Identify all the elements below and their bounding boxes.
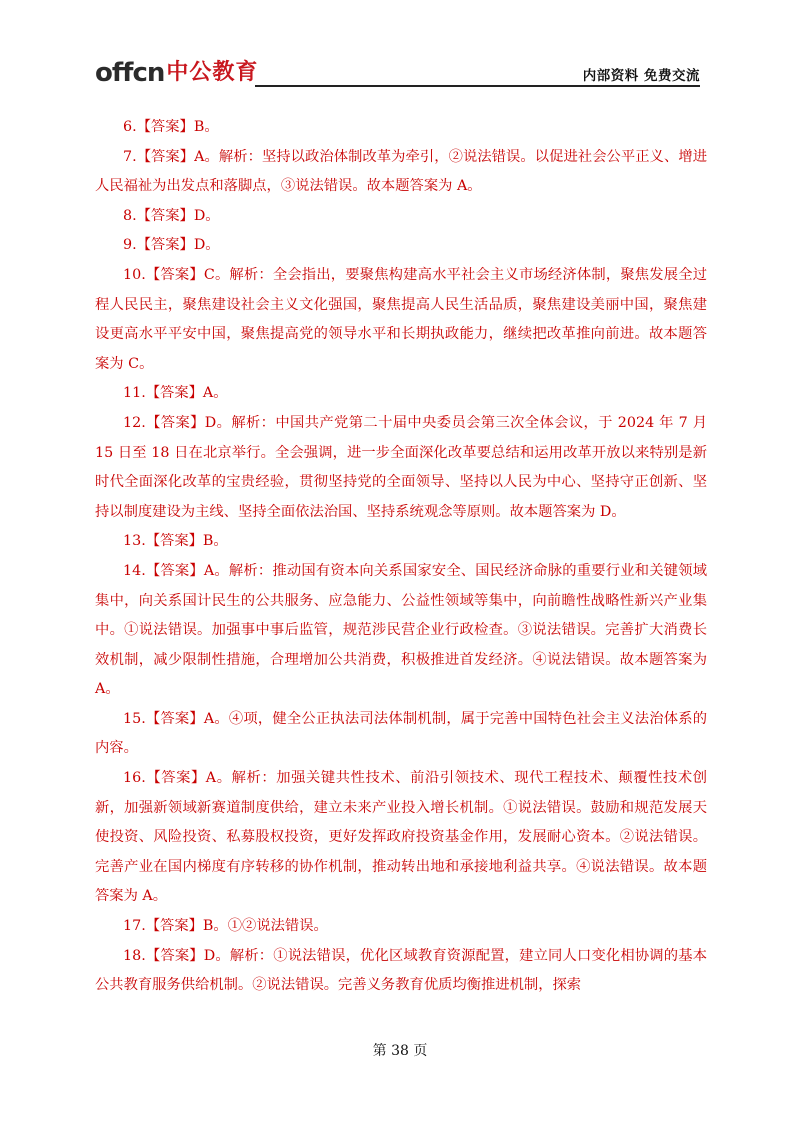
- answer-8: 8.【答案】D。: [123, 207, 220, 224]
- header-rule: [255, 85, 700, 87]
- answer-15: 15.【答案】A。④项，健全公正执法司法体制机制，属于完善中国特色社会主义法治体系的内容。: [95, 710, 707, 757]
- answer-6: 6.【答案】B。: [123, 119, 219, 135]
- answer-list: [95, 113, 707, 1001]
- answer-9: 9.【答案】D。: [123, 237, 220, 254]
- logo-latin-text: offcn: [95, 58, 165, 88]
- header-note: 内部资料 免费交流: [582, 68, 700, 84]
- page-number: 第 38 页: [372, 1043, 428, 1059]
- answer-7: 7.【答案】A。解析：坚持以政治体制改革为牵引，②说法错误。以促进社会公平正义、增进人民福祉为出发点和落脚点，③说法错误。故本题答案为 A。: [95, 148, 707, 195]
- offcn-logo: [95, 55, 258, 87]
- logo-chinese-text: 中公教育: [166, 60, 259, 85]
- answer-16: 16.【答案】A。解析：加强关键共性技术、前沿引领技术、现代工程技术、颠覆性技术创新，加强新领域新赛道制度供给，建立未来产业投入增长机制。①说法错误。鼓励和规范发展天使投资、风险投资、私募股权投资，更好发挥政府投资基金作用，发展耐心资本。②说法错误。完善产业在国内梯度有序转移的协作机制，推动转出地和承接地利益共享。④说法错误。故本题答案为 A。: [95, 770, 707, 905]
- answer-12: 12.【答案】D。解析：中国共产党第二十届中央委员会第三次全体会议，于 2024 年 7 月 15 日至 18 日在北京举行。全会强调，进一步全面深化改革要总结和运用改革开放以来特别是新时代全面深化改革的宝贵经验，贯彻坚持党的全面领导、坚持以人民为中心、坚持守正创新、坚持以制度建设为主线、坚持全面依法治国、坚持系统观念等原则。故本题答案为 D。: [95, 414, 707, 520]
- answer-11: 11.【答案】A。: [123, 385, 228, 402]
- answer-17: 17.【答案】B。①②说法错误。: [123, 918, 328, 935]
- answer-10: 10.【答案】C。解析：全会指出，要聚焦构建高水平社会主义市场经济体制，聚焦发展全过程人民民主，聚焦建设社会主义文化强国，聚焦提高人民生活品质，聚焦建设美丽中国，聚焦建设更高水平平安中国，聚焦提高党的领导水平和长期执政能力，继续把改革推向前进。故本题答案为 C。: [95, 266, 707, 372]
- page-header: [95, 55, 700, 89]
- answer-18: 18.【答案】D。解析：①说法错误，优化区域教育资源配置，建立同人口变化相协调的基本公共教育服务供给机制。②说法错误。完善义务教育优质均衡推进机制，探索: [95, 947, 707, 994]
- answer-13: 13.【答案】B。: [123, 533, 228, 550]
- answer-14: 14.【答案】A。解析：推动国有资本向关系国家安全、国民经济命脉的重要行业和关键领域集中，向关系国计民生的公共服务、应急能力、公益性领域等集中，向前瞻性战略性新兴产业集中。①说法错误。加强事中事后监管，规范涉民营企业行政检查。③说法错误。完善扩大消费长效机制，减少限制性措施，合理增加公共消费，积极推进首发经济。④说法错误。故本题答案为 A。: [95, 562, 707, 698]
